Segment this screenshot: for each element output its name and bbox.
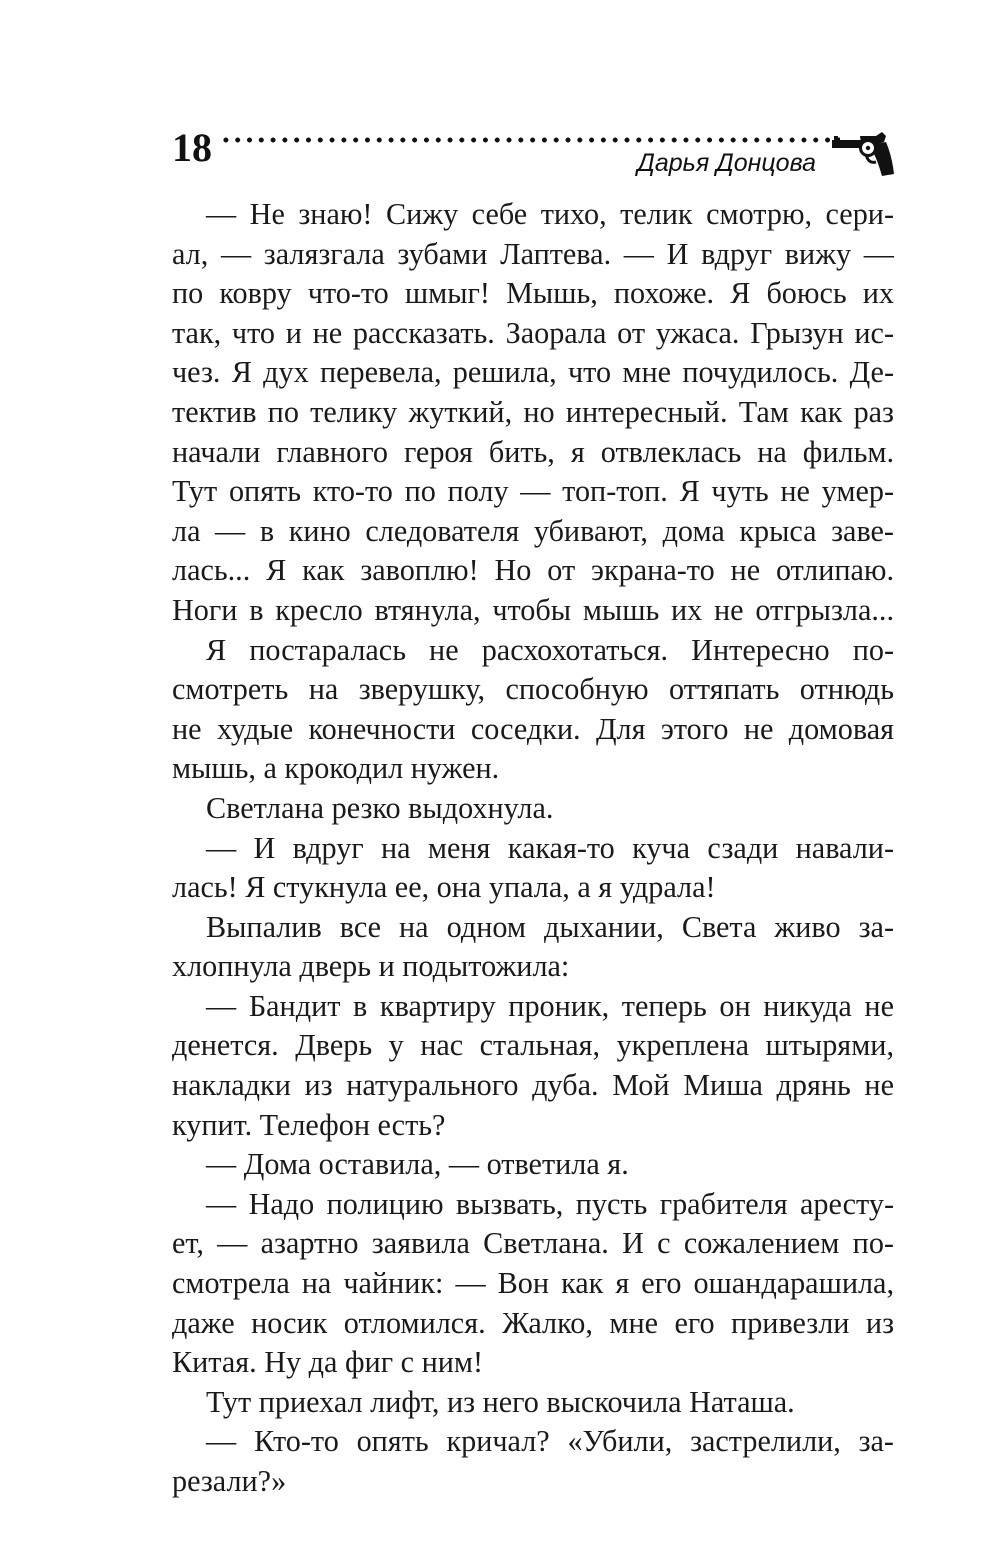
text-line: Ноги в кресло втянула, чтобы мышь их не отгрызла... [172,592,894,627]
text-line: — И вдруг на меня какая-то куча сзади навали- [206,830,894,865]
text-line: лась... Я как завоплю! Но от экрана-то не отлипаю. [172,553,894,588]
text-line: — Кто-то опять кричал? «Убили, застрелили, за- [206,1424,894,1459]
text-line: — Дома оставила, — ответила я. [206,1147,629,1182]
text-line: резали?» [172,1464,287,1498]
running-header [172,118,894,188]
text-line: Тут приехал лифт, из него выскочила Наташа. [206,1384,795,1419]
text-line: Выпалив все на одном дыхании, Света живо за- [206,909,894,944]
text-line: не худые конечности соседки. Для этого не домовая [172,711,894,746]
text-line: чез. Я дух перевела, решила, что мне почудилось. Де- [172,355,894,390]
text-line: купит. Телефон есть? [172,1107,446,1142]
revolver-icon [832,130,894,178]
text-line: — Бандит в квартиру проник, теперь он никуда не [206,988,894,1023]
text-line: денется. Дверь у нас стальная, укреплена штырями, [172,1028,894,1063]
text-line: даже носик отломился. Жалко, мне его привезли из [172,1305,894,1340]
text-line: тектив по телику жуткий, но интересный. Там как раз [172,394,894,429]
text-line: хлопнула дверь и подытожила: [172,949,570,984]
text-line: ал, — залязгала зубами Лаптева. — И вдруг вижу — [172,236,894,271]
text-line: — Надо полицию вызвать, пусть грабителя аресту- [206,1186,894,1221]
text-line: смотреть на зверушку, способную оттяпать отнюдь [172,672,894,707]
body-text [172,195,894,1502]
text-line: начали главного героя бить, я отвлеклась на фильм. [172,434,894,469]
text-line: ла — в кино следователя убивают, дома крыса заве- [172,513,894,548]
text-line: накладки из натурального дуба. Мой Миша дрянь не [172,1068,894,1103]
text-line: Китая. Ну да фиг с ним! [172,1345,484,1380]
text-line: Тут опять кто-то по полу — топ-топ. Я чуть не умер- [172,474,894,509]
dot-leader [220,136,840,144]
text-line: — Не знаю! Сижу себе тихо, телик смотрю, сери- [206,197,894,231]
text-line: Светлана резко выдохнула. [206,790,554,825]
text-line: по ковру что-то шмыг! Мышь, похоже. Я боюсь их [172,276,894,311]
author-name: Дарья Донцова [637,149,816,177]
text-line: так, что и не рассказать. Заорала от ужаса. Грызун ис- [172,315,894,350]
text-line: Я постаралась не расхохотаться. Интересно по- [206,632,894,667]
text-line: мышь, а крокодил нужен. [172,751,500,786]
text-line: лась! Я стукнула ее, она упала, а я удрала! [172,870,716,905]
text-line: ет, — азартно заявила Светлана. И с сожалением по- [172,1226,894,1261]
page-number: 18 [172,125,212,170]
text-line: смотрела на чайник: — Вон как я его ошандарашила, [172,1266,894,1301]
